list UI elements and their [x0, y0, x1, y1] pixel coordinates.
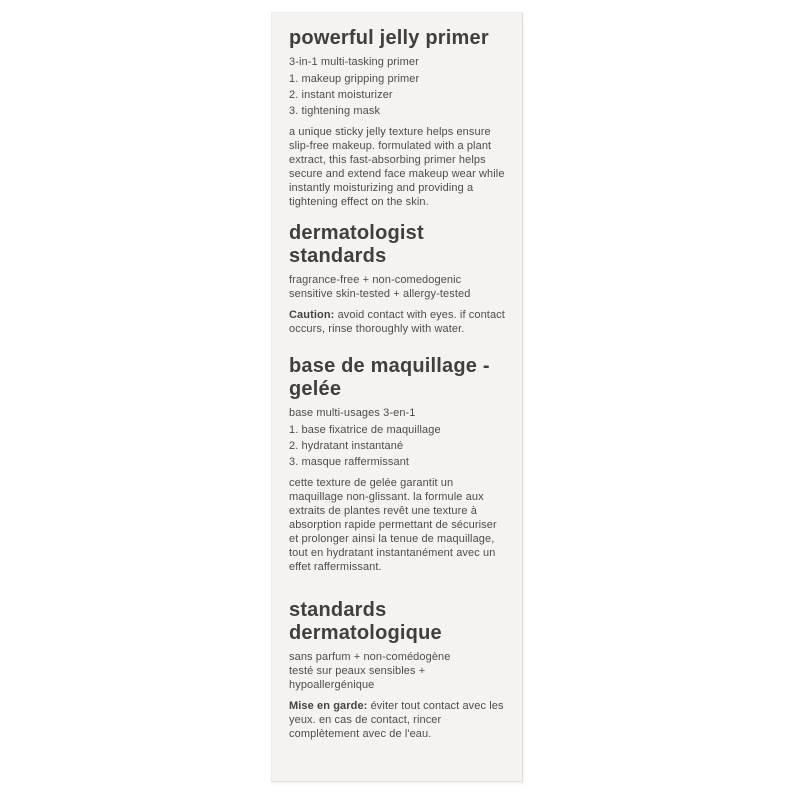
heading-line: powerful jelly primer: [289, 27, 489, 49]
heading-line: dermatologique: [289, 622, 442, 644]
product-subtitle-en: 3-in-1 multi-tasking primer: [289, 56, 419, 68]
claims-en: [289, 273, 506, 301]
benefits-list-fr: [289, 423, 506, 469]
heading-line: standards: [289, 599, 387, 621]
product-description-en: a unique sticky jelly texture helps ensure slip-free makeup. formulated with a plant extract, this fast-absorbing primer helps secure and extend face makeup wear while instantly moisturizing and providing a tightening effect on the skin.: [289, 126, 505, 208]
benefit-item: 2. instant moisturizer: [289, 89, 393, 101]
benefit-item: 3. tightening mask: [289, 105, 381, 117]
heading-line: standards: [289, 245, 387, 267]
heading-line: dermatologist: [289, 222, 424, 244]
product-description-fr: cette texture de gelée garantit un maquillage non-glissant. la formule aux extraits de plantes revêt une texture à absorption rapide permettant de sécuriser et prolonger ainsi la tenue de maquillage, tout en hydratant instantanément avec un effet raffermissant.: [289, 477, 497, 573]
standards-heading-en: [289, 222, 506, 268]
product-title-fr: [289, 355, 506, 401]
claims-line: fragrance-free + non-comedogenic: [289, 274, 462, 286]
benefit-item: 2. hydratant instantané: [289, 440, 404, 452]
caution-en: [289, 308, 506, 336]
heading-line: base de maquillage -: [289, 355, 490, 377]
product-subtitle-fr: base multi-usages 3-en-1: [289, 407, 416, 419]
heading-line: gelée: [289, 378, 342, 400]
caution-label-en: Caution:: [289, 309, 335, 321]
section-fr-product-info: [289, 355, 506, 574]
caution-text-en: avoid contact with eyes. if contact occurs, rinse thoroughly with water.: [289, 309, 505, 335]
caution-label-fr: Mise en garde:: [289, 700, 368, 712]
benefit-item: 3. masque raffermissant: [289, 456, 410, 468]
benefits-list-en: [289, 72, 506, 118]
claims-fr: [289, 650, 506, 692]
caution-fr: [289, 699, 506, 741]
benefit-item: 1. base fixatrice de maquillage: [289, 424, 441, 436]
claims-line: testé sur peaux sensibles +: [289, 665, 426, 677]
claims-line: sensitive skin-tested + allergy-tested: [289, 288, 471, 300]
product-box-back-panel: [271, 12, 523, 782]
section-en-product-info: [289, 27, 506, 209]
standards-heading-fr: [289, 599, 506, 645]
product-title-en: [289, 27, 506, 50]
claims-line: sans parfum + non-comédogène: [289, 651, 451, 663]
benefit-item: 1. makeup gripping primer: [289, 73, 420, 85]
section-fr-standards: [289, 599, 506, 741]
caution-text-fr: éviter tout contact avec les yeux. en cas de contact, rincer complètement avec de l'eau.: [289, 700, 504, 740]
claims-line: hypoallergénique: [289, 679, 375, 691]
section-en-standards: [289, 222, 506, 336]
